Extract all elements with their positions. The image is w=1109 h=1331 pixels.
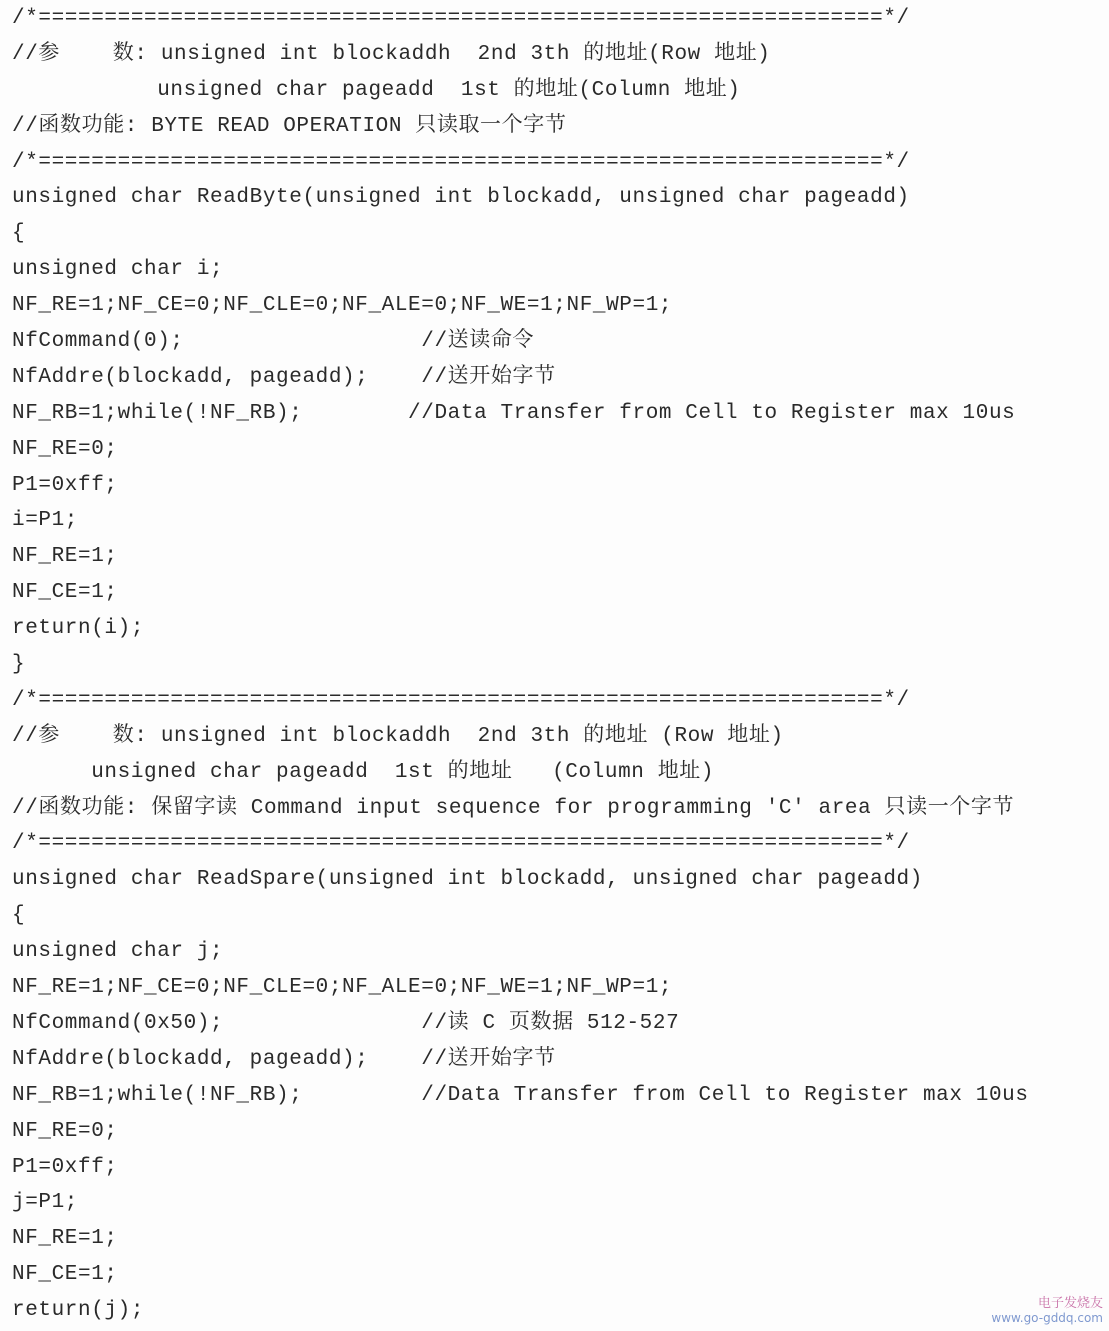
code-line: NfCommand(0x50); //读 C 页数据 512-527 bbox=[12, 1011, 680, 1035]
code-line: NF_CE=1; bbox=[12, 581, 118, 605]
code-line: NF_RE=1;NF_CE=0;NF_CLE=0;NF_ALE=0;NF_WE=1;NF_WP=1; bbox=[12, 976, 673, 1000]
code-line: //参 数: unsigned int blockaddh 2nd 3th 的地址 (Row 地址) bbox=[12, 724, 784, 748]
code-line: return(i); bbox=[12, 617, 145, 641]
code-listing bbox=[12, 1, 1109, 1329]
code-line: NF_RB=1;while(!NF_RB); //Data Transfer from Cell to Register max 10us bbox=[12, 401, 1016, 425]
code-line: NF_RE=0; bbox=[12, 437, 118, 461]
code-line: unsigned char pageadd 1st 的地址 (Column 地址) bbox=[12, 760, 715, 784]
code-line: //函数功能: BYTE READ OPERATION 只读取一个字节 bbox=[12, 114, 567, 138]
code-line: unsigned char ReadByte(unsigned int blockadd, unsigned char pageadd) bbox=[12, 186, 910, 210]
site-watermark bbox=[991, 1297, 1103, 1325]
code-line: NF_RE=1; bbox=[12, 1227, 118, 1251]
code-line: P1=0xff; bbox=[12, 473, 118, 497]
code-line: unsigned char pageadd 1st 的地址(Column 地址) bbox=[12, 78, 741, 102]
code-line: { bbox=[12, 904, 26, 928]
code-line: NF_RE=1;NF_CE=0;NF_CLE=0;NF_ALE=0;NF_WE=1;NF_WP=1; bbox=[12, 294, 673, 318]
code-line: /*================================================================*/ bbox=[12, 832, 910, 856]
code-line: //函数功能: 保留字读 Command input sequence for programming 'C' area 只读一个字节 bbox=[12, 796, 1015, 820]
code-line: NfAddre(blockadd, pageadd); //送开始字节 bbox=[12, 1047, 556, 1071]
code-line: /*================================================================*/ bbox=[12, 688, 910, 712]
code-line: //参 数: unsigned int blockaddh 2nd 3th 的地址(Row 地址) bbox=[12, 42, 771, 66]
code-line: unsigned char i; bbox=[12, 258, 224, 282]
code-line: NfCommand(0); //送读命令 bbox=[12, 330, 535, 354]
code-line: NF_RE=1; bbox=[12, 545, 118, 569]
code-line: NF_CE=1; bbox=[12, 1263, 118, 1287]
code-line: return(j); bbox=[12, 1299, 145, 1323]
code-line: NfAddre(blockadd, pageadd); //送开始字节 bbox=[12, 365, 556, 389]
code-line: NF_RE=0; bbox=[12, 1119, 118, 1143]
code-line: { bbox=[12, 222, 26, 246]
code-line: } bbox=[12, 653, 26, 677]
code-line: unsigned char ReadSpare(unsigned int blockadd, unsigned char pageadd) bbox=[12, 868, 923, 892]
code-line: P1=0xff; bbox=[12, 1155, 118, 1179]
code-line: /*================================================================*/ bbox=[12, 150, 910, 174]
code-line: /*================================================================*/ bbox=[12, 7, 910, 30]
code-line: unsigned char j; bbox=[12, 940, 224, 964]
code-line: NF_RB=1;while(!NF_RB); //Data Transfer from Cell to Register max 10us bbox=[12, 1083, 1029, 1107]
watermark-url: www.go-gddq.com bbox=[991, 1311, 1103, 1325]
watermark-label: 电子发烧友 bbox=[1037, 1296, 1103, 1311]
code-line: i=P1; bbox=[12, 509, 79, 533]
code-line: j=P1; bbox=[12, 1191, 79, 1215]
